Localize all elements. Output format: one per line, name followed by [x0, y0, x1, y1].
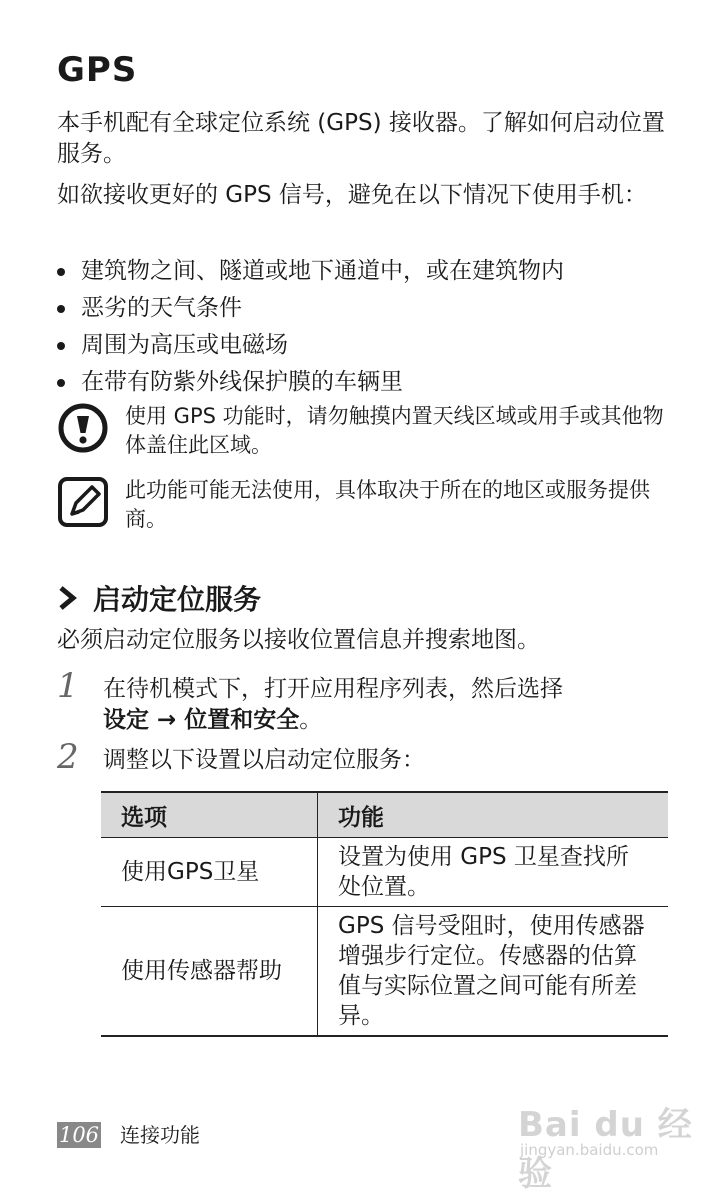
note-pencil-icon	[57, 476, 109, 528]
warning-icon	[57, 402, 109, 454]
table-row	[101, 907, 668, 1037]
bullet-icon	[57, 379, 65, 387]
table-cell-function: 设置为使用 GPS 卫星查找所处位置。	[318, 838, 669, 907]
list-item	[57, 253, 564, 290]
menu-path: 设定 → 位置和安全	[103, 707, 300, 733]
section-intro: 必须启动定位服务以接收位置信息并搜索地图。	[57, 627, 540, 653]
bullet-icon	[57, 305, 65, 313]
intro-paragraph: 本手机配有全球定位系统 (GPS) 接收器。了解如何启动位置服务。	[57, 110, 665, 167]
step-text	[103, 674, 663, 736]
list-item	[57, 327, 564, 364]
step-number: 1	[57, 666, 79, 706]
step-ending: 。	[299, 707, 323, 733]
list-item	[57, 364, 564, 401]
info-note-text: 此功能可能无法使用，具体取决于所在的地区或服务提供商。	[125, 478, 650, 531]
baidu-watermark	[512, 1083, 712, 1194]
step-number: 2	[57, 737, 79, 777]
table-header-function: 功能	[318, 792, 669, 838]
list-item-text: 恶劣的天气条件	[81, 295, 242, 321]
bullet-list	[57, 253, 564, 401]
table-cell-function: GPS 信号受阻时，使用传感器增强步行定位。传感器的估算值与实际位置之间可能有所差异。	[318, 907, 669, 1037]
list-item-text: 建筑物之间、隧道或地下通道中，或在建筑物内	[81, 258, 564, 284]
list-item	[57, 290, 564, 327]
bullet-icon	[57, 268, 65, 276]
list-item-text: 在带有防紫外线保护膜的车辆里	[81, 369, 403, 395]
warning-note-text: 使用 GPS 功能时，请勿触摸内置天线区域或用手或其他物体盖住此区域。	[125, 404, 664, 457]
step-instruction: 在待机模式下，打开应用程序列表，然后选择	[103, 676, 563, 702]
step-text: 调整以下设置以启动定位服务：	[103, 747, 425, 773]
table-cell-option: 使用GPS卫星	[101, 838, 318, 907]
chapter-label: 连接功能	[120, 1123, 200, 1147]
table-row	[101, 838, 668, 907]
table-header-row	[101, 792, 668, 838]
tips-lead-paragraph: 如欲接收更好的 GPS 信号，避免在以下情况下使用手机：	[57, 182, 647, 208]
watermark-logo: Bai du 经验	[518, 1105, 693, 1194]
table-cell-option: 使用传感器帮助	[101, 907, 318, 1037]
section-heading	[57, 578, 261, 618]
table-header-option: 选项	[101, 792, 318, 838]
options-table	[101, 791, 668, 1037]
watermark-url: jingyan.baidu.com	[520, 1141, 659, 1159]
section-title: 启动定位服务	[93, 583, 262, 616]
bullet-icon	[57, 342, 65, 350]
page-title: GPS	[57, 50, 138, 90]
chevron-right-icon	[57, 585, 79, 611]
page-number: 106	[58, 1123, 100, 1147]
list-item-text: 周围为高压或电磁场	[81, 332, 288, 358]
